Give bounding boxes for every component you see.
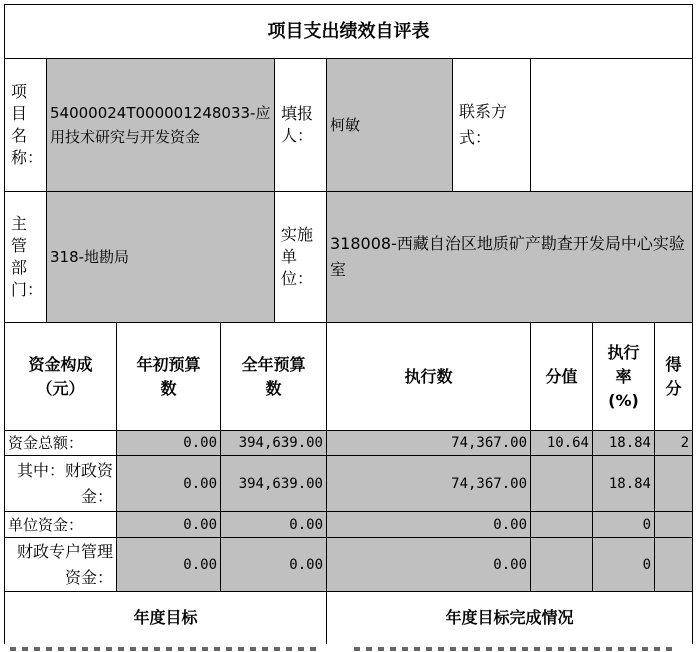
goal-completion-header: 年度目标完成情况	[327, 592, 693, 644]
initial-cell: 0.00	[117, 456, 221, 512]
annual-cell: 0.00	[221, 512, 327, 538]
contact-value	[531, 59, 693, 192]
truncated-text-right	[354, 647, 672, 651]
annual-cell: 394,639.00	[221, 431, 327, 456]
header-annual-budget: 全年预算数	[221, 323, 327, 431]
rate-cell: 18.84	[593, 431, 655, 456]
score-value-cell	[531, 538, 593, 592]
executed-cell: 74,367.00	[327, 431, 531, 456]
initial-cell: 0.00	[117, 512, 221, 538]
truncated-next-row	[4, 646, 692, 652]
evaluation-table	[4, 4, 693, 644]
score-cell	[655, 456, 693, 512]
header-composition: 资金构成（元）	[5, 323, 117, 431]
project-name-label: 项目名称：	[5, 59, 47, 192]
rate-cell: 0	[593, 538, 655, 592]
annual-cell: 394,639.00	[221, 456, 327, 512]
annual-cell: 0.00	[221, 538, 327, 592]
initial-cell: 0.00	[117, 431, 221, 456]
score-cell: 2	[655, 431, 693, 456]
contact-label: 联系方式：	[453, 59, 531, 192]
header-score: 得分	[655, 323, 693, 431]
header-rate: 执行率(%)	[593, 323, 655, 431]
table-row	[5, 538, 693, 592]
reporter-label: 填报人：	[275, 59, 327, 192]
score-value-cell	[531, 456, 593, 512]
table-row	[5, 431, 693, 456]
executed-cell: 0.00	[327, 538, 531, 592]
score-value-cell: 10.64	[531, 431, 593, 456]
header-score-value: 分值	[531, 323, 593, 431]
score-cell	[655, 538, 693, 592]
rate-cell: 18.84	[593, 456, 655, 512]
executed-cell: 74,367.00	[327, 456, 531, 512]
row-label: 财政专户管理资金：	[5, 538, 117, 592]
unit-value: 318008-西藏自治区地质矿产勘查开发局中心实验室	[327, 192, 693, 323]
score-cell	[655, 512, 693, 538]
row-label: 单位资金：	[5, 512, 117, 538]
project-name-value: 54000024T000001248033-应用技术研究与开发资金	[47, 59, 275, 192]
row-label: 资金总额：	[5, 431, 117, 456]
table-row	[5, 456, 693, 512]
dept-label: 主管部门：	[5, 192, 47, 323]
executed-cell: 0.00	[327, 512, 531, 538]
score-value-cell	[531, 512, 593, 538]
header-initial-budget: 年初预算数	[117, 323, 221, 431]
row-label: 其中：财政资金：	[5, 456, 117, 512]
goal-header: 年度目标	[5, 592, 327, 644]
rate-cell: 0	[593, 512, 655, 538]
header-executed: 执行数	[327, 323, 531, 431]
table-row	[5, 512, 693, 538]
truncated-text-left	[10, 647, 322, 651]
unit-label: 实施单位：	[275, 192, 327, 323]
page-title: 项目支出绩效自评表	[5, 5, 693, 59]
initial-cell: 0.00	[117, 538, 221, 592]
dept-value: 318-地勘局	[47, 192, 275, 323]
reporter-value: 柯敏	[327, 59, 453, 192]
